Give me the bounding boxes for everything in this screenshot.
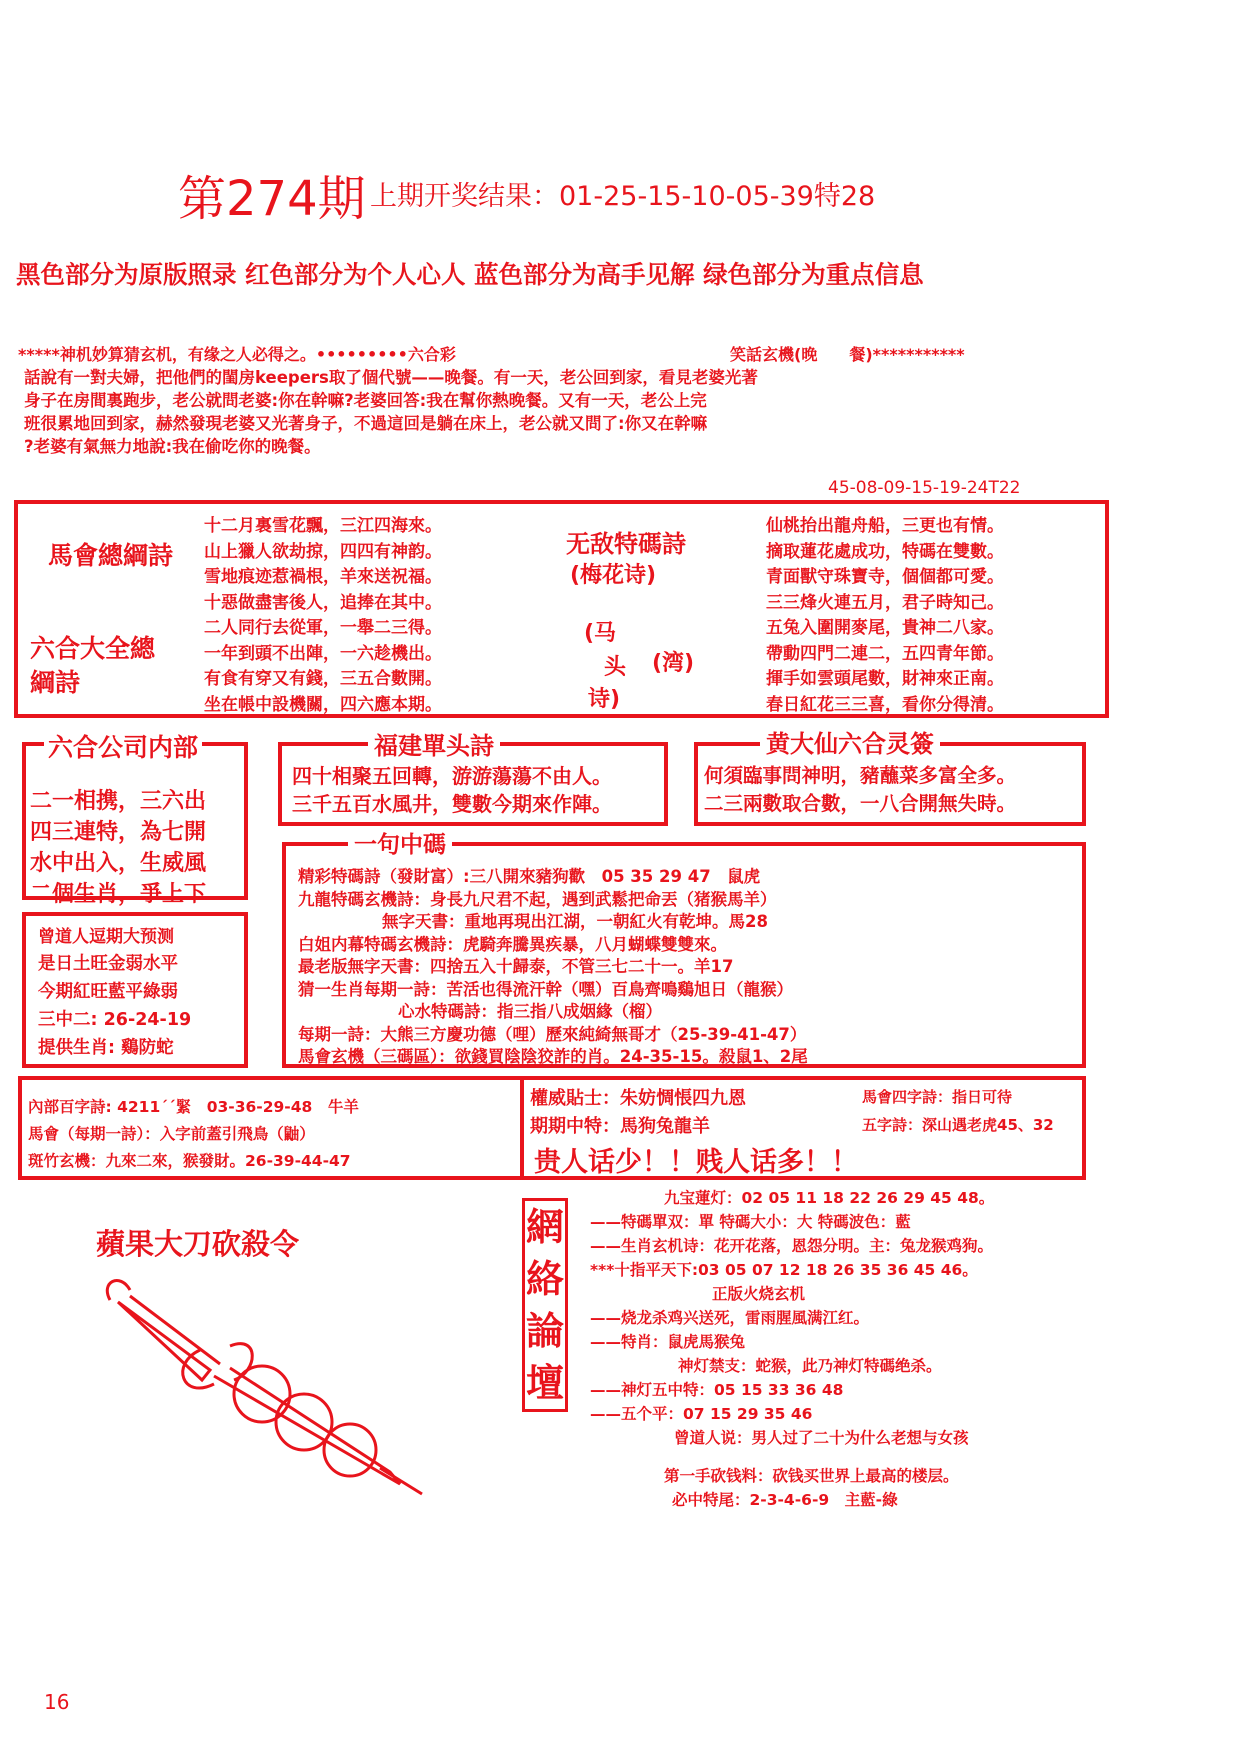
poem-line: 帶動四門二連二，五四青年節。 <box>766 643 1004 664</box>
poem-line: 十惡做盡害後人，追捧在其中。 <box>204 592 442 613</box>
poem-line: 揮手如雲頭尾數，財神來正南。 <box>766 669 1004 689</box>
sword-illustration <box>90 1272 430 1502</box>
inner-line: 內部百字詩: 4211´´緊 03-36-29-48 牛羊 <box>28 1098 359 1116</box>
yiju-lines <box>298 866 808 1069</box>
matou-1: (马 <box>584 621 617 646</box>
matou-4: (湾) <box>652 651 695 676</box>
fujian-title: 福建單头詩 <box>368 726 500 761</box>
numbers-line: 45-08-09-15-19-24T22 <box>828 478 1021 498</box>
zeng-lines <box>38 950 191 1062</box>
joke-line: 話說有一對夫婦，把他們的閨房keepers取了個代號——晚餐。有一天，老公回到家，看見老婆光著 <box>24 368 758 387</box>
zeng-title: 曾道人逗期大预测 <box>38 927 174 947</box>
joke-line: 班很累地回到家，赫然發現老婆又光著身子，不過這回是躺在床上，老公就又問了:你又在幹嘛 <box>24 414 708 433</box>
right-poem <box>766 514 1004 718</box>
yiju-line: 九龍特碼玄機詩：身長九尺君不起，遇到武鬆把命丟（猪猴馬羊） <box>298 889 777 909</box>
poem-line: 三三烽火連五月，君子時知己。 <box>766 592 1004 613</box>
liuhe-poem-title: 六合大全總綱詩 <box>30 634 156 697</box>
poem-line: 十二月裏雪花飄，三江四海來。 <box>204 516 442 536</box>
tip-2-right: 五字詩：深山遇老虎45、32 <box>862 1116 1054 1134</box>
inner-lines <box>28 1094 359 1175</box>
zeng-line: 是日土旺金弱水平 <box>38 954 178 974</box>
company-line: 二一相携，三六出 <box>30 789 207 814</box>
joke-line: ?老婆有氣無力地說:我在偷吃你的晚餐。 <box>24 437 321 456</box>
info-box <box>18 1076 1086 1180</box>
zeng-box <box>22 912 248 1068</box>
yiju-line: 馬會玄機（三碼區）：欲錢買陰陰狡詐的肖。24-35-15。殺鼠1、2尾 <box>298 1047 808 1066</box>
poem-line: 二人同行去從軍，一舉二三得。 <box>204 618 442 638</box>
zeng-line: 三中二: 26-24-19 <box>38 1010 192 1030</box>
divider <box>520 1080 524 1176</box>
forum-line: ——特肖：鼠虎馬猴兔 <box>590 1333 746 1351</box>
forum-vertical-title <box>522 1198 568 1412</box>
yiju-line: 白姐内幕特碼玄機詩：虎騎奔騰異疾暴，八月蝴蝶雙雙來。 <box>298 934 727 954</box>
company-line: 水中出入，生威風 <box>30 851 207 876</box>
inner-line: 馬會（每期一詩）：入字前蓋引飛鳥（鼬） <box>28 1125 315 1143</box>
yiju-box <box>282 842 1086 1068</box>
forum-line: ***十指平天下:03 05 07 12 18 26 35 36 45 46。 <box>590 1261 978 1279</box>
yiju-line: 每期一詩：大熊三方慶功德（哩）歷來純綺無哥才（25-39-41-47） <box>298 1024 807 1044</box>
left-poem <box>204 514 442 718</box>
joke-head-right: 笑話玄機(晚 餐)*********** <box>730 345 965 364</box>
ma-poem-title: 馬會總綱詩 <box>48 541 174 570</box>
yiju-line: 精彩特碼詩（發財富）:三八開來豬狗歡 05 35 29 47 鼠虎 <box>298 867 761 886</box>
company-line: 二個生肖，爭上下 <box>30 882 207 907</box>
fujian-line: 三千五百水風井，雙數今期來作陣。 <box>292 792 612 816</box>
forum-line: ——五个平：07 15 29 35 46 <box>590 1405 813 1423</box>
tip-1-right: 馬會四字詩：指日可待 <box>862 1088 1013 1106</box>
forum-char: 絡 <box>525 1257 564 1301</box>
last-result: 上期开奖结果：01-25-15-10-05-39特28 <box>370 181 876 212</box>
forum-line: 正版火烧玄机 <box>712 1285 806 1303</box>
fujian-line: 四十相聚五回轉，游游蕩蕩不由人。 <box>292 764 612 788</box>
tip-2: 期期中特：馬狗兔龍羊 <box>530 1116 710 1137</box>
poem-line: 五兔入圍開麥尾，貴神二八家。 <box>766 618 1004 638</box>
forum-line: ——烧龙杀鸡兴送死，雷雨腥風满江红。 <box>590 1309 870 1327</box>
yiju-line: 無字天書：重地再現出江湖，一朝紅火有乾坤。馬28 <box>382 912 768 931</box>
company-lines <box>30 786 206 910</box>
zeng-line: 提供生肖: 鷄防蛇 <box>38 1038 174 1058</box>
yiju-line: 最老版無字天書：四捨五入十歸泰，不管三七二十一。羊17 <box>298 957 734 976</box>
poem-line: 摘取蓮花處成功，特碼在雙數。 <box>766 541 1004 562</box>
forum-char: 網 <box>525 1205 564 1249</box>
fujian-lines <box>292 762 612 818</box>
company-line: 四三連特，為七開 <box>30 820 207 845</box>
matou-3: 诗) <box>588 687 621 712</box>
poem-line: 坐在帳中設機關，四六應本期。 <box>204 694 442 715</box>
forum-line: ——特碼單双：單 特碼大小：大 特碼波色：藍 <box>590 1213 911 1231</box>
joke-head-left: *****神机妙算猜玄机，有缘之人必得之。•••••••••六合彩 <box>18 345 456 364</box>
center-poem-title: 无敌特碼詩 <box>566 530 686 558</box>
huang-title: 黄大仙六合灵簽 <box>760 724 940 759</box>
poem-line: 山上獵人欲劫掠，四四有神韵。 <box>204 541 442 562</box>
zeng-line: 今期紅旺藍平綠弱 <box>38 982 178 1002</box>
forum-line: 第一手砍钱料：砍钱买世界上最高的楼层。 <box>664 1467 959 1485</box>
forum-char: 壇 <box>525 1361 564 1405</box>
joke-line: 身子在房間裏跑步，老公就問老婆:你在幹嘛?老婆回答:我在幫你熱晚餐。又有一天，老公上完 <box>24 391 707 410</box>
poem-box <box>14 500 1109 718</box>
tip-1: 權威貼士：朱妨惆悵四九恩 <box>530 1088 746 1109</box>
poem-line: 雪地痕迹惹禍根，羊來送祝福。 <box>204 567 442 587</box>
huang-lines <box>704 762 1016 818</box>
corner-mark: 16 <box>44 1690 70 1714</box>
forum-lines <box>590 1186 994 1512</box>
forum-char: 論 <box>525 1309 564 1353</box>
forum-line: 神灯禁支：蛇猴，此乃神灯特碼绝杀。 <box>678 1357 942 1375</box>
center-poem-sub: (梅花诗) <box>570 563 657 588</box>
yiju-line: 猜一生肖每期一詩：苦活也得流汗幹（嘿）百鳥齊鳴鷄旭日（龍猴） <box>298 979 793 999</box>
yiju-line: 心水特碼詩：指三指八成姻緣（榴） <box>398 1002 662 1021</box>
forum-line: ——神灯五中特：05 15 33 36 48 <box>590 1381 844 1399</box>
forum-line: ——生肖玄机诗：花开花落，恩怨分明。主：兔龙猴鸡狗。 <box>590 1237 994 1255</box>
company-title: 六合公司内部 <box>44 728 202 764</box>
poem-line: 青面獸守珠寶寺，個個都可愛。 <box>766 567 1004 587</box>
poem-line: 有食有穿又有錢，三五合數開。 <box>204 669 442 689</box>
slogan: 贵人话少！！贱人话多！！ <box>534 1147 858 1178</box>
dao-title: 蘋果大刀砍殺令 <box>96 1227 300 1261</box>
issue-number: 第274期 <box>178 171 366 227</box>
color-legend: 黑色部分为原版照录 红色部分为个人心人 蓝色部分为高手见解 绿色部分为重点信息 <box>16 260 924 289</box>
company-box <box>22 742 248 907</box>
forum-line: 九宝蓮灯：02 05 11 18 22 26 29 45 48。 <box>664 1189 995 1207</box>
inner-line: 斑竹玄機：九來二來，猴發財。26-39-44-47 <box>28 1152 351 1170</box>
forum-line: 必中特尾：2-3-4-6-9 主藍-綠 <box>672 1491 898 1509</box>
matou-2: 头 <box>604 655 627 680</box>
poem-line: 一年到頭不出陣，一六趁機出。 <box>204 643 442 664</box>
forum-line: 曾道人说：男人过了二十为什么老想与女孩 <box>674 1429 969 1447</box>
yiju-title: 一句中碼 <box>348 826 452 859</box>
poem-line: 仙桃抬出龍舟船，三更也有情。 <box>766 516 1004 536</box>
huang-line: 何須臨事問神明，豬蘸菜多富全多。 <box>704 764 1017 787</box>
huang-line: 二三兩數取合數，一八合開無失時。 <box>704 792 1017 815</box>
poem-line: 春日紅花三三喜，看你分得清。 <box>766 694 1004 715</box>
joke-text <box>24 366 1104 458</box>
